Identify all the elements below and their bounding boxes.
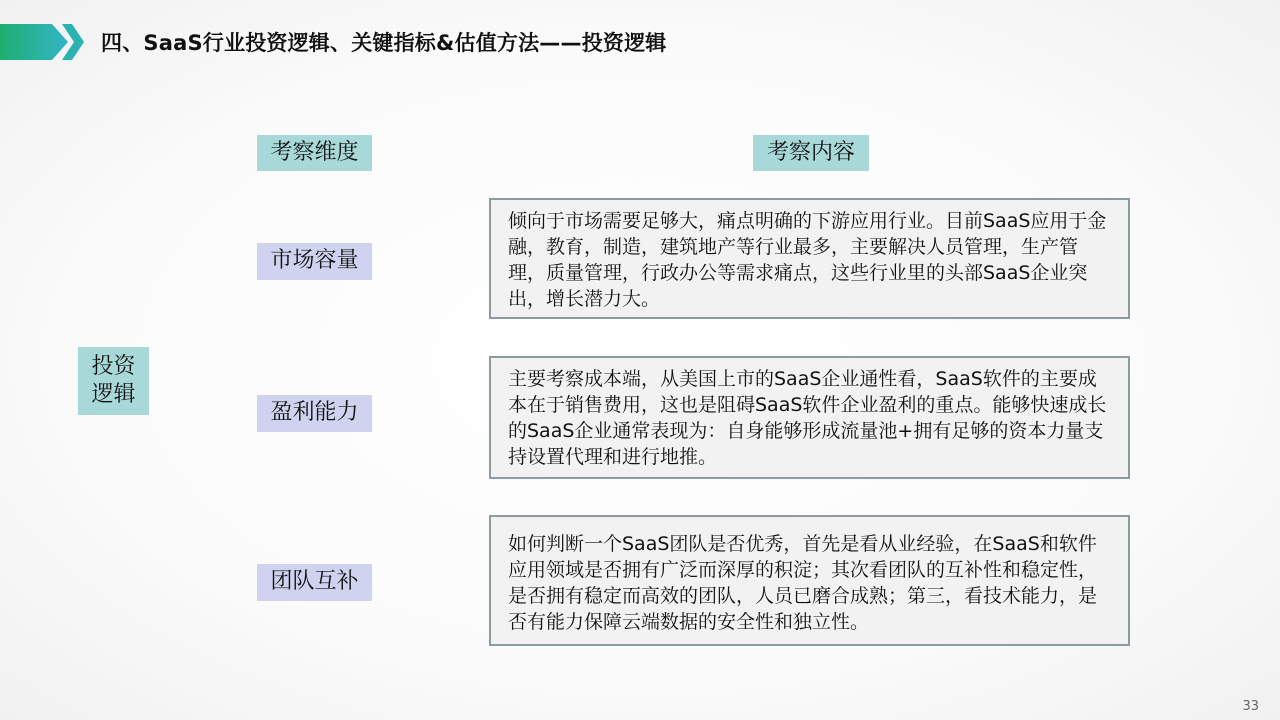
dimension-label-market-size: 市场容量 (257, 243, 372, 280)
chevron-icon (0, 22, 84, 62)
page-title: 四、SaaS行业投资逻辑、关键指标&估值方法——投资逻辑 (101, 31, 667, 55)
root-label-line2: 逻辑 (91, 382, 136, 407)
dimension-label-profitability: 盈利能力 (257, 395, 372, 432)
content-box-profitability: 主要考察成本端，从美国上市的SaaS企业通性看，SaaS软件的主要成本在于销售费用，这也是阻碍SaaS软件企业盈利的重点。能够快速成长的SaaS企业通常表现为：自身能够形成流量池+拥有足够的资本力量支持设置代理和进行地推。 (489, 356, 1130, 479)
content-box-team: 如何判断一个SaaS团队是否优秀，首先是看从业经验，在SaaS和软件应用领域是否拥有广泛而深厚的积淀；其次看团队的互补性和稳定性，是否拥有稳定而高效的团队，人员已磨合成熟；第三，看技术能力，是否有能力保障云端数据的安全性和独立性。 (489, 515, 1130, 646)
column-header-content: 考察内容 (753, 135, 869, 171)
column-header-dimension: 考察维度 (257, 135, 372, 171)
root-label-investment-logic (78, 347, 149, 415)
dimension-label-team: 团队互补 (257, 564, 372, 601)
content-box-market-size: 倾向于市场需要足够大，痛点明确的下游应用行业。目前SaaS应用于金融，教育，制造，建筑地产等行业最多，主要解决人员管理，生产管理，质量管理，行政办公等需求痛点，这些行业里的头部SaaS企业突出，增长潜力大。 (489, 198, 1130, 319)
page-number: 33 (1242, 699, 1259, 714)
root-label-line1: 投资 (91, 354, 136, 379)
